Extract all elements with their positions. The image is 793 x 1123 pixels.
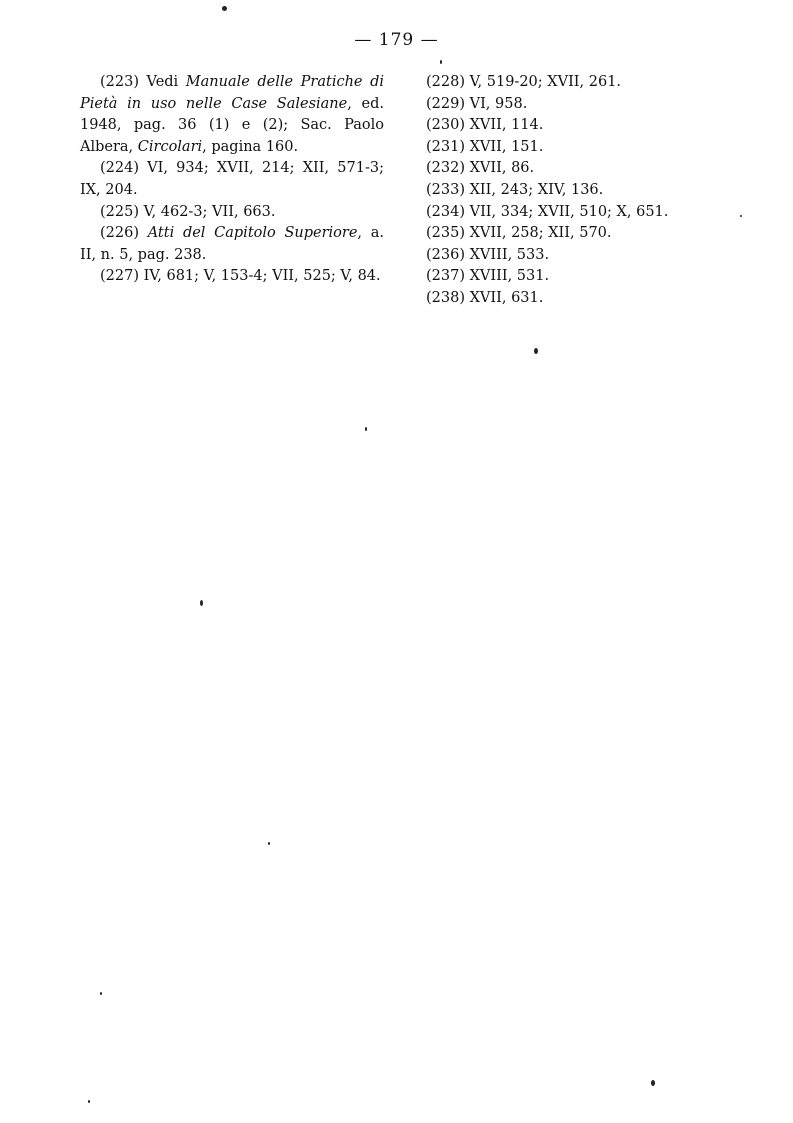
footnote: (237) XVIII, 531. bbox=[426, 268, 550, 285]
footnote bbox=[80, 266, 384, 288]
footnote: (233) XII, 243; XIV, 136. bbox=[426, 181, 604, 198]
footnote: (236) XVIII, 533. bbox=[426, 246, 550, 263]
footnote bbox=[80, 202, 384, 224]
footnote: (232) XVII, 86. bbox=[426, 160, 535, 177]
footnote-text-run: (225) V, 462-3; VII, 663. bbox=[100, 203, 276, 220]
footnote-text-run: , a. II, n. 5, pag. 238. bbox=[80, 225, 384, 263]
scan-speck bbox=[268, 842, 270, 845]
footnote: (238) XVII, 631. bbox=[426, 289, 544, 306]
page-number: — 179 — bbox=[354, 30, 439, 50]
footnote-title-run: Atti del Capitolo Superiore bbox=[147, 225, 358, 242]
footnote: (229) VI, 958. bbox=[426, 95, 528, 112]
scan-speck bbox=[651, 1080, 655, 1086]
footnote bbox=[80, 223, 384, 266]
scan-speck bbox=[88, 1100, 90, 1103]
scan-speck bbox=[365, 427, 367, 431]
footnote: (231) XVII, 151. bbox=[426, 138, 544, 155]
scan-speck bbox=[534, 348, 538, 354]
footnote: (234) VII, 334; XVII, 510; X, 651. bbox=[426, 203, 669, 220]
footnotes-left-column bbox=[80, 72, 384, 288]
footnote-title-run: Circolari bbox=[137, 138, 203, 155]
footnote-title-run: Manuale delle Pratiche di Pietà in uso nelle Case Salesiane bbox=[80, 74, 384, 112]
scan-speck bbox=[200, 600, 203, 606]
scan-speck bbox=[222, 6, 227, 11]
footnote bbox=[80, 158, 384, 201]
footnote-text-run: (227) IV, 681; V, 153-4; VII, 525; V, 84. bbox=[100, 268, 381, 285]
scan-speck bbox=[440, 60, 442, 64]
footnote bbox=[80, 72, 384, 158]
footnote-text-run: , pagina 160. bbox=[202, 138, 299, 155]
footnote-text-run: (224) VI, 934; XVII, 214; XII, 571-3; IX, 204. bbox=[80, 160, 384, 198]
footnotes-right-column bbox=[408, 72, 706, 310]
footnote: (228) V, 519-20; XVII, 261. bbox=[426, 74, 622, 90]
footnote-text-run: (223) Vedi bbox=[100, 74, 186, 90]
footnote: (235) XVII, 258; XII, 570. bbox=[426, 225, 612, 242]
footnote: (230) XVII, 114. bbox=[426, 117, 544, 134]
scan-speck bbox=[100, 992, 102, 995]
scan-speck bbox=[740, 215, 742, 217]
footnote-text-run: , ed. 1948, pag. 36 (1) e (2); Sac. Paolo Albera, bbox=[80, 95, 384, 155]
footnote-text-run: (226) bbox=[100, 225, 148, 242]
